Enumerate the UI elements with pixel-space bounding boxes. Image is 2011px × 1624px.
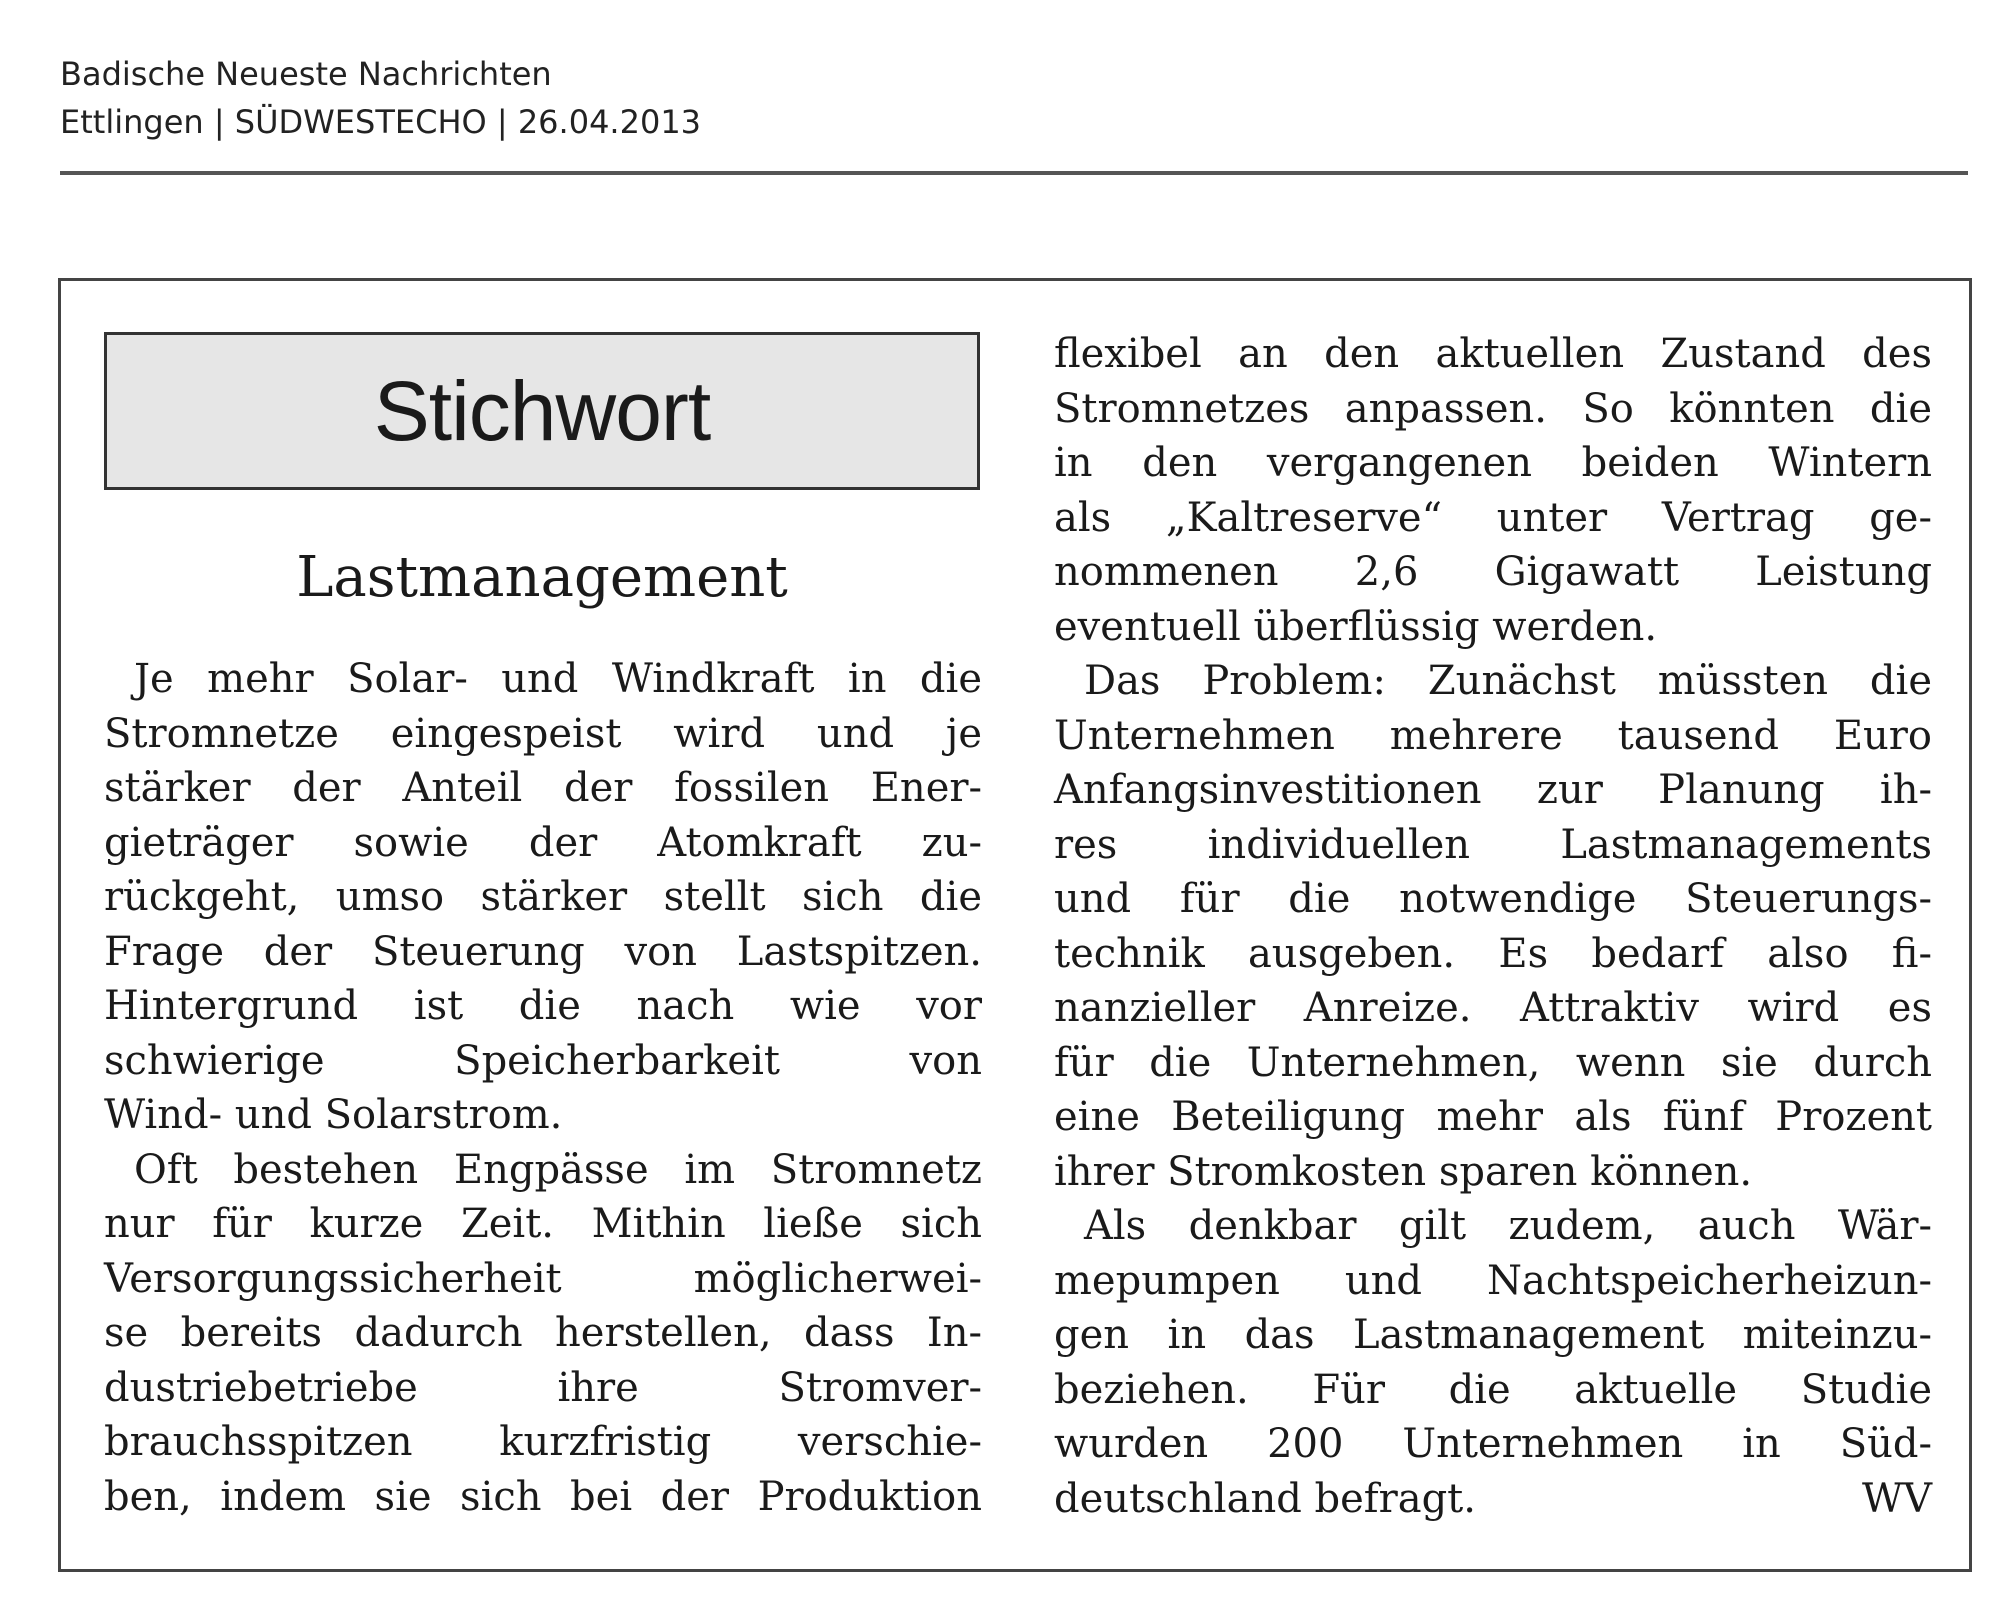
article-column-right	[1054, 327, 1932, 1526]
header-divider	[60, 171, 1968, 175]
text-line: gen in das Lastmanagement miteinzu-	[1054, 1312, 1932, 1358]
text-line: Frage der Steuerung von Lastspitzen.	[104, 928, 982, 975]
text-line: Wind- und Solarstrom.	[104, 1092, 563, 1138]
text-line: beziehen. Für die aktuelle Studie	[1054, 1366, 1932, 1413]
text-line: Hintergrund ist die nach wie vor	[104, 983, 982, 1029]
text-line: Als denkbar gilt zudem, auch Wär-	[1084, 1203, 1932, 1249]
text-line: brauchsspitzen kurzfristig verschie-	[104, 1419, 982, 1465]
text-line: eventuell überflüssig werden.	[1054, 603, 1658, 650]
text-line: Unternehmen mehrere tausend Euro	[1054, 712, 1932, 759]
text-line: mepumpen und Nachtspeicherheizun-	[1054, 1257, 1932, 1304]
article-headline: Lastmanagement	[296, 545, 788, 610]
text-line: ben, indem sie sich bei der Produktion	[104, 1473, 982, 1520]
publication-name: Badische Neueste Nachrichten	[60, 55, 552, 93]
text-line: nur für kurze Zeit. Mithin ließe sich	[104, 1201, 982, 1247]
text-line: wurden 200 Unternehmen in Süd-	[1054, 1421, 1932, 1467]
text-line: schwierige Speicherbarkeit von	[104, 1037, 982, 1084]
text-line: Stromnetze eingespeist wird und je	[104, 710, 982, 757]
author-signature: WV	[1862, 1475, 1932, 1522]
text-line: technik ausgeben. Es bedarf also fi-	[1054, 930, 1932, 977]
text-line: se bereits dadurch herstellen, dass In-	[104, 1310, 982, 1356]
text-line: stärker der Anteil der fossilen Ener-	[104, 765, 982, 811]
text-line: Versorgungssicherheit möglicherwei-	[104, 1255, 982, 1302]
edition-line: Ettlingen | SÜDWESTECHO | 26.04.2013	[60, 103, 702, 141]
text-line: Je mehr Solar- und Windkraft in die	[134, 656, 982, 702]
article-column-left	[104, 652, 982, 1524]
text-line: als „Kaltreserve“ unter Vertrag ge-	[1054, 494, 1932, 541]
text-line: deutschland befragt.	[1054, 1475, 1476, 1522]
text-line: und für die notwendige Steuerungs-	[1054, 876, 1932, 922]
text-line: nommenen 2,6 Gigawatt Leistung	[1054, 549, 1932, 595]
source-header	[60, 50, 701, 146]
text-line: res individuellen Lastmanagements	[1054, 821, 1932, 868]
text-line: dustriebetriebe ihre Stromver-	[104, 1364, 982, 1411]
text-line: gieträger sowie der Atomkraft zu-	[104, 819, 982, 866]
text-line: Anfangsinvestitionen zur Planung ih-	[1054, 767, 1932, 813]
text-line: ihrer Stromkosten sparen können.	[1054, 1148, 1753, 1195]
text-line: nanzieller Anreize. Attraktiv wird es	[1054, 985, 1932, 1031]
text-line: Stromnetzes anpassen. So könnten die	[1054, 385, 1932, 432]
closing-line	[1054, 1472, 1932, 1527]
text-line: Das Problem: Zunächst müssten die	[1084, 658, 1932, 704]
kicker-box	[104, 332, 980, 490]
text-line: in den vergangenen beiden Wintern	[1054, 440, 1932, 486]
text-line: Oft bestehen Engpässe im Stromnetz	[134, 1146, 982, 1193]
text-line: eine Beteiligung mehr als fünf Prozent	[1054, 1094, 1932, 1140]
text-line: für die Unternehmen, wenn sie durch	[1054, 1039, 1932, 1086]
text-line: flexibel an den aktuellen Zustand des	[1054, 331, 1932, 377]
kicker-label: Stichwort	[373, 363, 711, 458]
text-line: rückgeht, umso stärker stellt sich die	[104, 874, 982, 920]
